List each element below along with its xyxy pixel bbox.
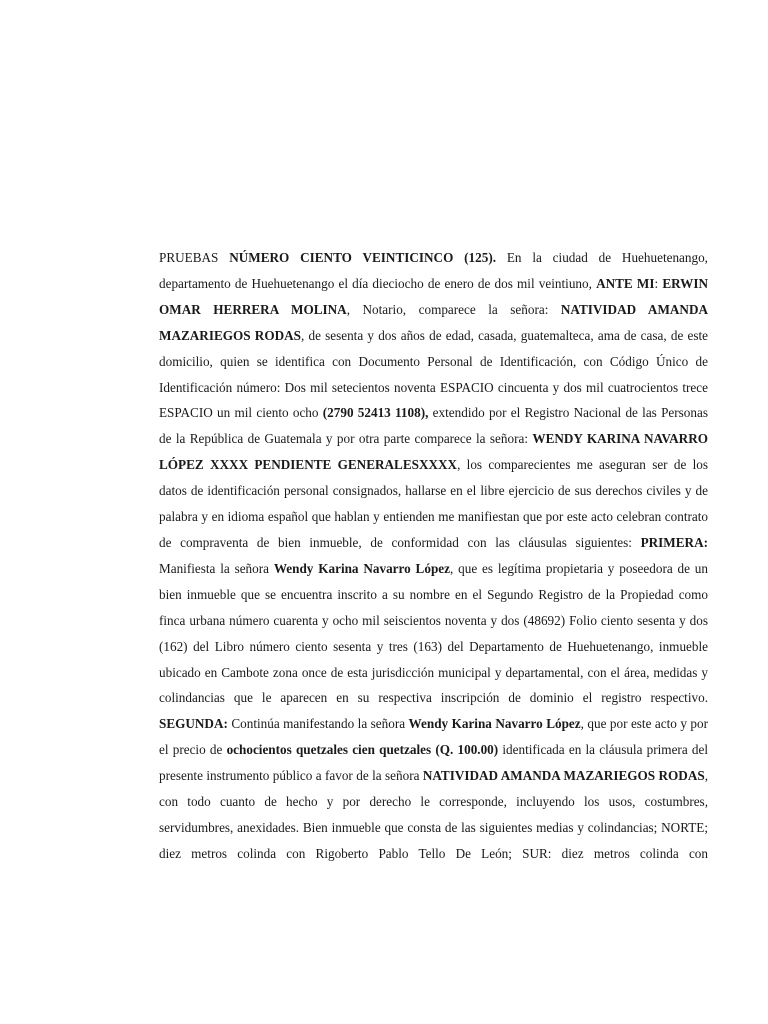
clause-heading: PRIMERA: <box>640 534 708 550</box>
bold-segment: (2790 52413 1108), <box>322 405 429 421</box>
bold-segment: ANTE MI <box>596 275 655 291</box>
text-segment: Continúa manifestando la señora <box>227 716 409 732</box>
bold-segment: NÚMERO CIENTO VEINTICINCO (125). <box>229 250 497 265</box>
text-segment: En la ciudad de Huehuetenango, departamento de Huehuetenango el día dieciocho de enero de dos mil veintiuno, <box>159 250 708 291</box>
bold-segment: ERWIN OMAR HERRERA MOLINA <box>159 275 709 317</box>
text-segment: , los comparecientes me aseguran ser de los datos de identificación personal consignados, hallarse en el libre ejercicio de sus derechos civiles y de palabra y en idioma español que hablan y entienden me manifiestan que por este acto celebran contrato de compraventa de bien inmueble, de conformidad con las cláusulas siguientes: <box>159 457 708 550</box>
bold-segment: NATIVIDAD AMANDA MAZARIEGOS RODAS <box>422 768 705 784</box>
text-segment: identificada en la cláusula primera del presente instrumento público a favor de la señora <box>159 742 708 784</box>
text-segment: , con todo cuanto de hecho y por derecho le corresponde, incluyendo los usos, costumbres, servidumbres, anexidades. Bien inmueble que consta de las siguientes medias y colindancias; NORTE; diez metros colinda con Rigoberto Pablo Tello De León; SUR: diez metros colinda con <box>159 768 708 861</box>
bold-segment: Wendy Karina Navarro López <box>408 716 581 732</box>
text-segment: , de sesenta y dos años de edad, casada, guatemalteca, ama de casa, de este domicilio, quien se identifica con Documento Personal de Identificación, con Código Único de Identificación número: Dos mil setecientos noventa ESPACIO cincuenta y dos mil cuatrocientos trece ESPACIO un mil ciento ocho <box>159 327 708 421</box>
text-segment: , Notario, comparece la señora: <box>346 301 561 317</box>
bold-segment: NATIVIDAD AMANDA MAZARIEGOS RODAS <box>159 301 708 343</box>
contract-paragraph <box>159 245 708 867</box>
text-segment: PRUEBAS <box>159 250 230 265</box>
text-segment: extendido por el Registro Nacional de las Personas de la República de Guatemala y por otra parte comparece la señora: <box>159 405 708 447</box>
text-segment: : <box>654 275 663 291</box>
clause-heading: SEGUNDA: <box>159 716 228 732</box>
text-segment: Manifiesta la señora <box>159 560 274 576</box>
bold-segment: Wendy Karina Navarro López <box>273 560 450 576</box>
bold-segment: ochocientos quetzales cien quetzales (Q. 100.00) <box>226 742 499 758</box>
bold-segment: WENDY KARINA NAVARRO LÓPEZ XXXX PENDIENTE GENERALESXXXX <box>159 431 708 473</box>
text-segment: , que por este acto y por el precio de <box>159 716 708 758</box>
text-segment: , que es legítima propietaria y poseedora de un bien inmueble que se encuentra inscrito a su nombre en el Segundo Registro de la Propiedad como finca urbana número cuarenta y ocho mil seiscientos noventa y dos (48692) Folio ciento sesenta y dos (162) del Libro número ciento sesenta y tres (163) del Departamento de Huehuetenango, inmueble ubicado en Cambote zona once de esta jurisdicción municipal y departamental, con el área, medidas y colindancias que le aparecen en su respectiva inscripción de dominio el registro respectivo. <box>159 560 708 706</box>
